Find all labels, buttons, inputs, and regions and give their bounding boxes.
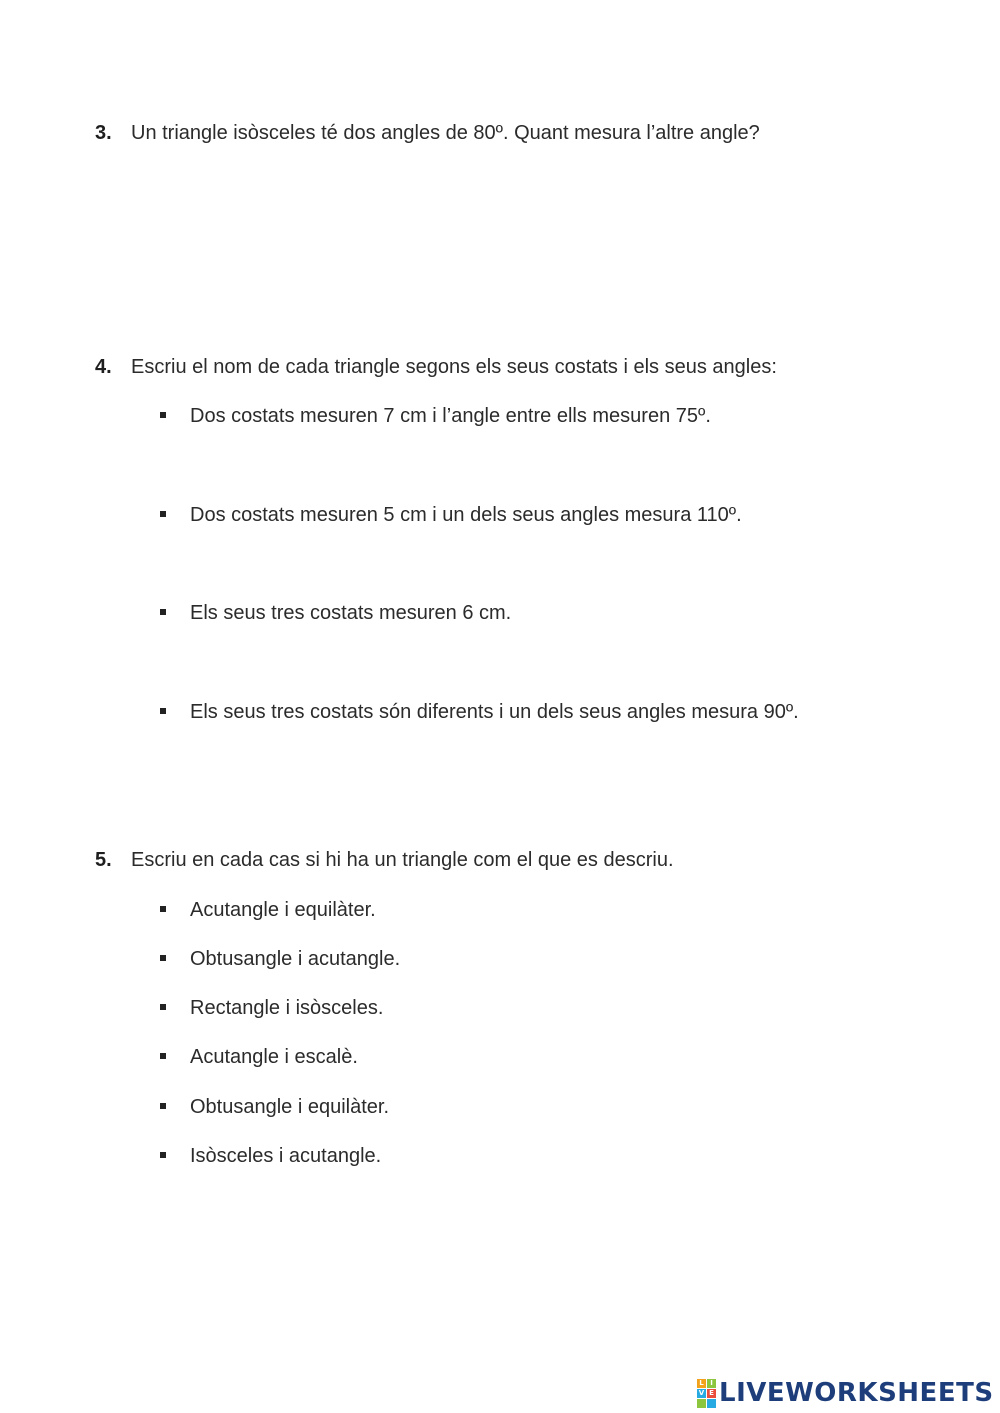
question-number: 3. [95, 122, 112, 144]
bullet-icon [160, 412, 166, 418]
list-item-text: Acutangle i escalè. [190, 1046, 358, 1068]
list-item-text: Isòsceles i acutangle. [190, 1145, 382, 1167]
list-item-text: Dos costats mesuren 5 cm i un dels seus angles mesura 110º. [190, 504, 742, 526]
list-item-text: Els seus tres costats són diferents i un dels seus angles mesura 90º. [190, 701, 799, 723]
logo-tile [707, 1399, 716, 1408]
list-item [160, 996, 383, 1020]
logo-tile [697, 1399, 706, 1408]
question-number: 5. [95, 849, 112, 871]
list-item-text: Acutangle i equilàter. [190, 899, 376, 921]
question-3 [95, 121, 760, 145]
logo-tiles-icon [697, 1379, 716, 1408]
bullet-icon [160, 1004, 166, 1010]
bullet-icon [160, 955, 166, 961]
bullet-icon [160, 1152, 166, 1158]
question-text: Un triangle isòsceles té dos angles de 80º. Quant mesura l’altre angle? [131, 122, 760, 144]
list-item-text: Obtusangle i equilàter. [190, 1096, 390, 1118]
list-item [160, 947, 400, 971]
question-5 [95, 848, 674, 872]
list-item [160, 1095, 389, 1119]
logo-tile: L [697, 1379, 706, 1388]
list-item [160, 503, 742, 527]
list-item [160, 404, 711, 428]
list-item-text: Dos costats mesuren 7 cm i l’angle entre ells mesuren 75º. [190, 405, 711, 427]
bullet-icon [160, 609, 166, 615]
list-item [160, 1045, 358, 1069]
question-text: Escriu en cada cas si hi ha un triangle com el que es descriu. [131, 849, 674, 871]
bullet-icon [160, 511, 166, 517]
question-text: Escriu el nom de cada triangle segons els seus costats i els seus angles: [131, 356, 777, 378]
liveworksheets-logo[interactable] [697, 1378, 994, 1408]
bullet-icon [160, 1053, 166, 1059]
bullet-icon [160, 708, 166, 714]
logo-tile: I [707, 1379, 716, 1388]
bullet-icon [160, 1103, 166, 1109]
list-item-text: Els seus tres costats mesuren 6 cm. [190, 602, 512, 624]
list-item [160, 1144, 381, 1168]
question-number: 4. [95, 356, 112, 378]
list-item-text: Obtusangle i acutangle. [190, 948, 401, 970]
list-item-text: Rectangle i isòsceles. [190, 997, 384, 1019]
list-item [160, 898, 376, 922]
logo-tile: E [707, 1389, 716, 1398]
question-4 [95, 355, 777, 379]
list-item [160, 601, 511, 625]
logo-text: LIVEWORKSHEETS [719, 1378, 994, 1408]
list-item [160, 700, 799, 724]
bullet-icon [160, 906, 166, 912]
logo-tile: V [698, 1388, 705, 1397]
